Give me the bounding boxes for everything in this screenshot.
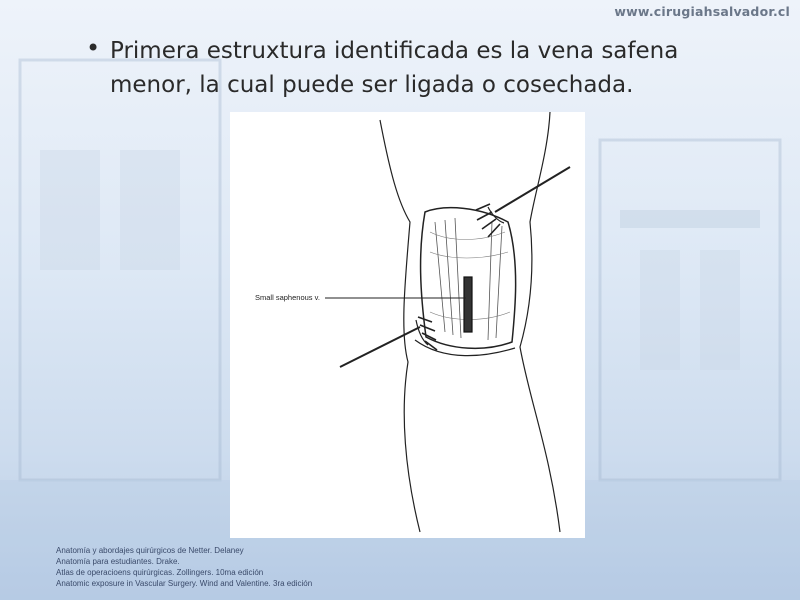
reference-line: Anatomía y abordajes quirúrgicos de Netter. Delaney xyxy=(56,546,244,555)
bullet-marker: • xyxy=(86,34,101,62)
references xyxy=(56,545,312,589)
leg-drawing xyxy=(230,112,585,538)
site-watermark: www.cirugiahsalvador.cl xyxy=(614,4,790,19)
reference-line: Anatomic exposure in Vascular Surgery. Wind and Valentine. 3ra edición xyxy=(56,579,313,588)
bullet-text: Primera estruxtura identificada es la vena safena menor, la cual puede ser ligada o cosechada. xyxy=(110,38,679,98)
reference-line: Anatomía para estudiantes. Drake. xyxy=(56,557,180,566)
surgical-illustration xyxy=(230,112,585,538)
bullet-item xyxy=(86,34,746,102)
callout-label-small-saphenous: Small saphenous v. xyxy=(255,293,320,302)
reference-line: Atlas de operacioens quirúrgicas. Zollingers. 10ma edición xyxy=(56,568,264,577)
